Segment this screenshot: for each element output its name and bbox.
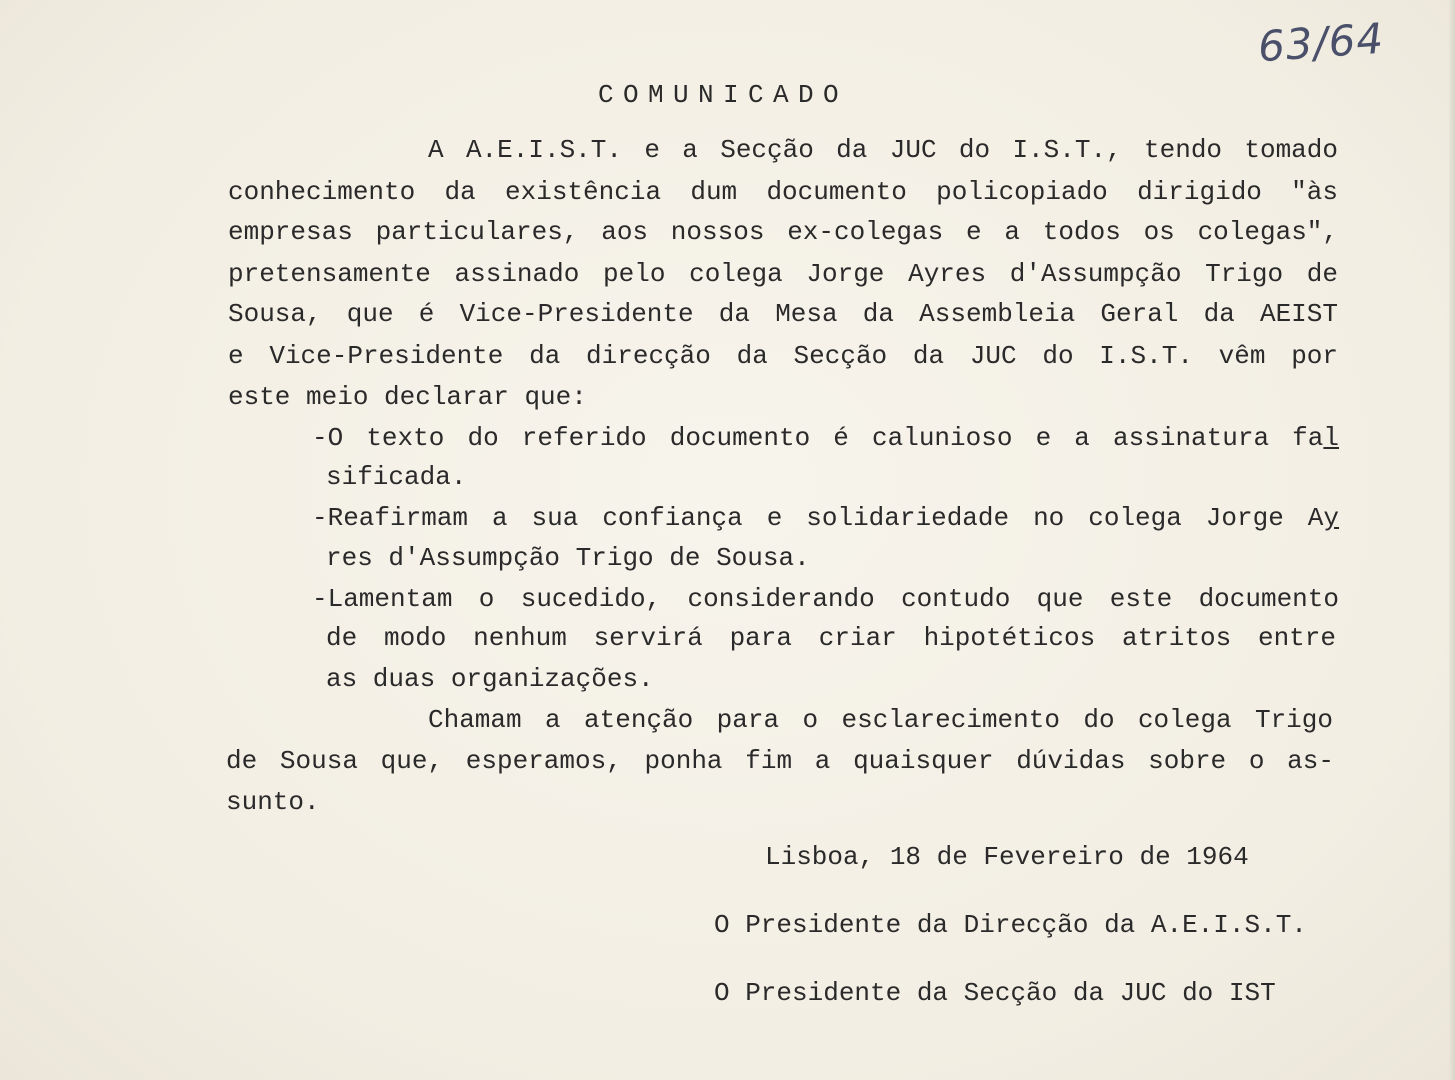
bullet2-line1 [312, 503, 1339, 533]
bullet3-line3: as duas organizações. [326, 664, 654, 694]
handwritten-page-number: 63/64 [1256, 13, 1386, 72]
paragraph1-line7: este meio declarar que: [228, 382, 587, 412]
document-title: COMUNICADO [598, 80, 849, 110]
date-line: Lisboa, 18 de Fevereiro de 1964 [765, 842, 1249, 872]
paragraph1-line3: empresas particulares, aos nossos ex-colegas e a todos os colegas", [228, 217, 1338, 247]
bullet1-line1-text: -O texto do referido documento é calunioso e a assinatura fa [312, 423, 1324, 453]
bullet2-line2: res d'Assumpção Trigo de Sousa. [326, 543, 810, 573]
bullet2-line1-text: -Reafirmam a sua confiança e solidariedade no colega Jorge A [312, 503, 1324, 533]
bullet2-line1-underlined: y [1323, 503, 1339, 533]
paragraph2-line1: Chamam a atenção para o esclarecimento do colega Trigo [428, 705, 1333, 735]
bullet3-line1: -Lamentam o sucedido, considerando contudo que este documento [312, 584, 1339, 614]
paragraph1-line2: conhecimento da existência dum documento policopiado dirigido "às [228, 177, 1338, 207]
bullet1-line2: sificada. [326, 462, 467, 492]
paragraph2-line3: sunto. [226, 787, 320, 817]
page-edge [1449, 0, 1455, 1080]
paragraph1-line4: pretensamente assinado pelo colega Jorge Ayres d'Assumpção Trigo de [228, 259, 1338, 289]
paragraph1-line6: e Vice-Presidente da direcção da Secção da JUC do I.S.T. vêm por [228, 341, 1338, 371]
signature-line-juc: O Presidente da Secção da JUC do IST [714, 978, 1276, 1008]
paragraph1-line1: A A.E.I.S.T. e a Secção da JUC do I.S.T., tendo tomado [428, 135, 1338, 165]
bullet3-line2: de modo nenhum servirá para criar hipotéticos atritos entre [326, 623, 1336, 653]
paragraph1-line5: Sousa, que é Vice-Presidente da Mesa da Assembleia Geral da AEIST [228, 299, 1338, 329]
bullet1-line1 [312, 423, 1339, 453]
signature-line-aeist: O Presidente da Direcção da A.E.I.S.T. [714, 910, 1307, 940]
paragraph2-line2: de Sousa que, esperamos, ponha fim a quaisquer dúvidas sobre o as- [226, 746, 1334, 776]
bullet1-line1-underlined: l [1323, 423, 1339, 453]
